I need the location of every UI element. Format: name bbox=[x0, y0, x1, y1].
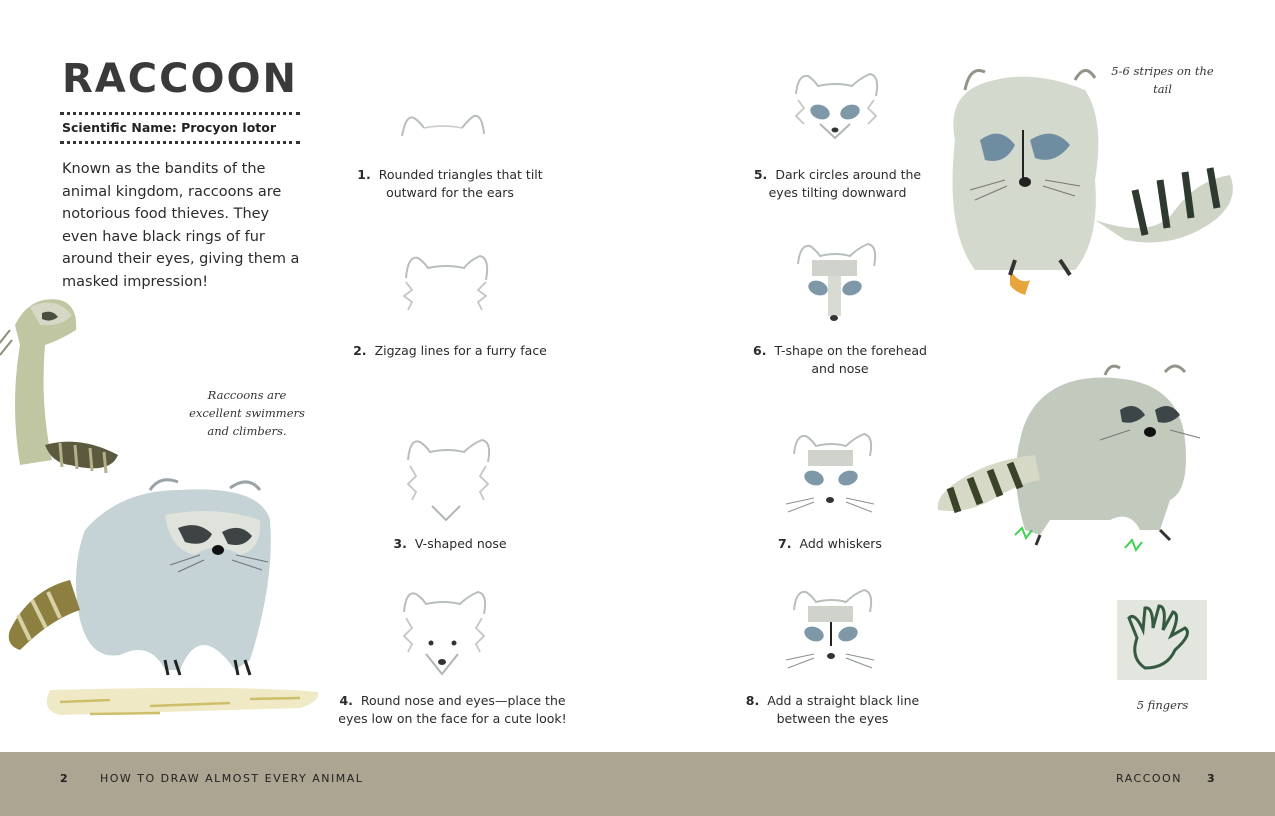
step-text: Round nose and eyes—place the eyes low on the face for a cute look! bbox=[338, 693, 567, 726]
step-text: Add whiskers bbox=[799, 536, 882, 551]
step-8-caption bbox=[735, 692, 930, 728]
intro-paragraph: Known as the bandits of the animal kingdom, raccoons are notorious food thieves. They even have black rings of fur around their eyes, giving them a masked impression! bbox=[62, 161, 300, 290]
step-number: 2. bbox=[353, 343, 367, 358]
standing-raccoon-illustration bbox=[0, 470, 330, 730]
step-number: 3. bbox=[393, 536, 407, 551]
step-3-nose-sketch bbox=[402, 436, 494, 521]
step-number: 1. bbox=[357, 167, 371, 182]
step-text: Rounded triangles that tilt outward for the ears bbox=[378, 167, 543, 200]
note-fingers: 5 fingers bbox=[1136, 698, 1189, 712]
step-8-center-line-sketch bbox=[784, 588, 876, 678]
step-number: 8. bbox=[745, 693, 760, 708]
note-swimmers: Raccoons are excellent swimmers and climbers. bbox=[189, 388, 305, 438]
step-6-t-shape-sketch bbox=[792, 242, 877, 332]
step-2-face-sketch bbox=[398, 250, 493, 325]
step-6-caption bbox=[745, 342, 935, 378]
step-5-caption bbox=[740, 166, 935, 202]
step-text: T-shape on the forehead and nose bbox=[774, 343, 927, 376]
step-number: 5. bbox=[753, 167, 768, 182]
step-text: Zigzag lines for a furry face bbox=[374, 343, 547, 358]
step-5-eye-circles-sketch bbox=[790, 72, 880, 142]
step-number: 4. bbox=[339, 693, 353, 708]
page-title: RACCOON bbox=[62, 56, 298, 102]
book-title: HOW TO DRAW ALMOST EVERY ANIMAL bbox=[100, 772, 364, 785]
dotted-divider bbox=[60, 141, 300, 144]
step-1-ears-sketch bbox=[398, 108, 488, 138]
note-tail-stripes: 5-6 stripes on the tail bbox=[1111, 64, 1214, 96]
left-page-number: 2 bbox=[60, 772, 70, 785]
step-number: 6. bbox=[753, 343, 767, 358]
step-7-whiskers-sketch bbox=[784, 432, 876, 522]
section-title: RACCOON bbox=[1116, 772, 1182, 785]
step-2-caption bbox=[345, 342, 555, 360]
right-page-number: 3 bbox=[1207, 772, 1217, 785]
step-text: V-shaped nose bbox=[414, 536, 507, 551]
dotted-divider bbox=[60, 112, 300, 115]
sitting-raccoon-illustration bbox=[935, 60, 1240, 300]
step-number: 7. bbox=[778, 536, 792, 551]
step-7-caption bbox=[745, 535, 915, 553]
step-3-caption bbox=[345, 535, 555, 553]
step-1-caption bbox=[345, 166, 555, 202]
paw-print-illustration bbox=[1115, 598, 1210, 683]
climbing-raccoon-illustration bbox=[0, 285, 130, 485]
step-text: Dark circles around the eyes tilting downward bbox=[768, 167, 922, 200]
step-4-eyes-nose-sketch bbox=[398, 588, 488, 678]
step-4-caption bbox=[330, 692, 575, 728]
walking-raccoon-illustration bbox=[930, 360, 1205, 560]
scientific-name: Scientific Name: Procyon lotor bbox=[62, 120, 277, 135]
step-text: Add a straight black line between the eyes bbox=[767, 693, 920, 726]
